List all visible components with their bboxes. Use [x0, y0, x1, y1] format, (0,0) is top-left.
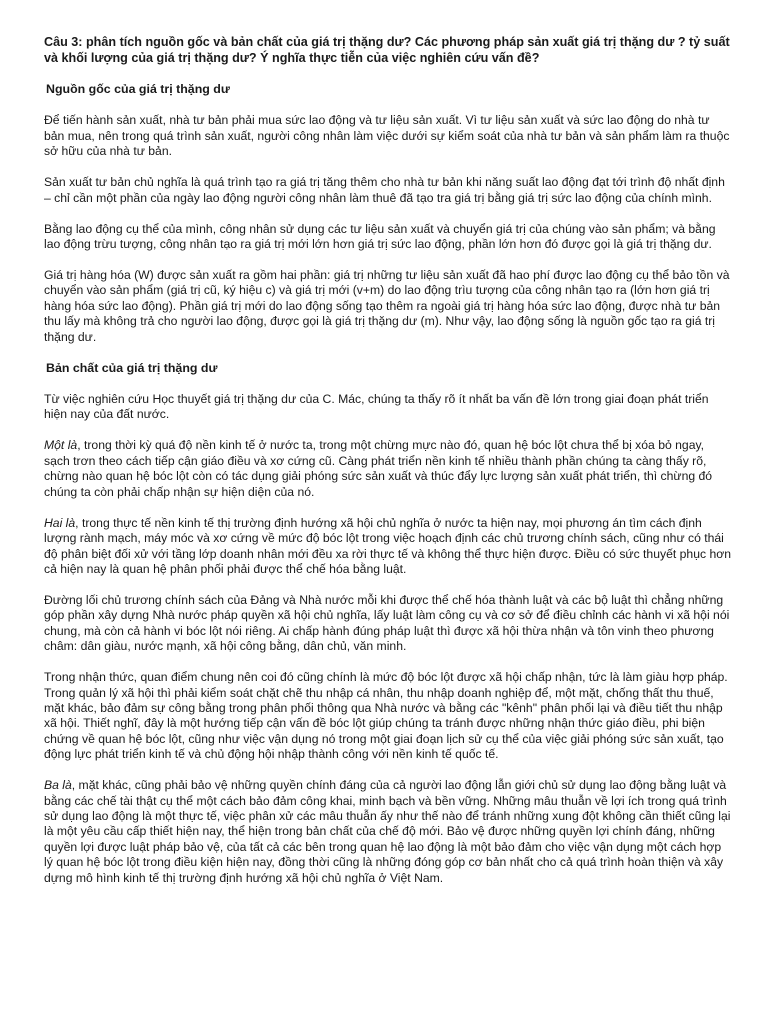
paragraph	[44, 438, 732, 500]
question-title: Câu 3: phân tích nguồn gốc và bản chất của giá trị thặng dư? Các phương pháp sản xuất giá trị thặng dư ? tỷ suất và khối lượng của giá trị thặng dư? Ý nghĩa thực tiễn của việc nghiên cứu vấn đề?	[44, 35, 730, 65]
paragraph: Để tiến hành sản xuất, nhà tư bản phải mua sức lao động và tư liệu sản xuất. Vì tư liệu sản xuất và sức lao động do nhà tư bản mua, nên trong quá trình sản xuất, người công nhân làm việc dưới sự kiểm soát của nhà tư bản và sản phẩm làm ra thuộc sở hữu của nhà tư bản.	[44, 113, 730, 159]
paragraph: Trong nhận thức, quan điểm chung nên coi đó cũng chính là mức độ bóc lột được xã hội chấp nhận, tức là làm giàu hợp pháp. Trong quản lý xã hội thì phải kiểm soát chặt chẽ thu nhập cá nhân, thu nhập doanh nghiệp để, một mặt, chống thất thu thuế, mặt khác, bảo đảm sự công bằng trong phân phối thông qua Nhà nước và bằng các "kênh" phân phối lại và điều tiết thu nhập xã hội. Thiết nghĩ, đây là một hướng tiếp cận vấn đề bóc lột giúp chúng ta tránh được những nhận thức giáo điều, phi biện chứng về quan hệ bóc lột, cũng như việc vận dụng nó trong một giai đoạn lịch sử cụ thể của việc giải phóng sức sản xuất, tạo động lực phát triển kinh tế và chủ động hội nhập thành công với nền kinh tế quốc tế.	[44, 670, 728, 762]
paragraph: Giá trị hàng hóa (W) được sản xuất ra gồm hai phần: giá trị những tư liệu sản xuất đã hao phí được lao động cụ thể bảo tồn và chuyển vào sản phẩm (giá trị cũ, ký hiệu c) và giá trị mới (v+m) do lao động trìu tượng của công nhân tạo ra (lớn hơn giá trị hàng hóa sức lao động). Phần giá trị mới do lao động sống tạo thêm ra ngoài giá trị hàng hóa sức lao động, được nhà tư bản thu lấy mà không trả cho người lao động, được gọi là giá trị thặng dư (m). Như vậy, lao động sống là nguồn gốc tạo ra giá trị thặng dư.	[44, 268, 730, 344]
paragraph-lead: Một là	[44, 438, 78, 453]
paragraph: Từ việc nghiên cứu Học thuyết giá trị thặng dư của C. Mác, chúng ta thấy rõ ít nhất ba vấn đề lớn trong giai đoạn phát triển hiện nay của đất nước.	[44, 392, 709, 422]
paragraph-body: , trong thời kỳ quá độ nền kinh tế ở nước ta, trong một chừng mực nào đó, quan hệ bóc lột chưa thể bị xóa bỏ ngay, sạch trơn theo cách tiếp cận giáo điều và xơ cứng cũ. Càng phát triển nền kinh tế nhiều thành phần chúng ta càng thấy rõ, chừng nào quan hệ bóc lột còn có tác dụng giải phóng sức sản xuất và thúc đẩy lực lượng sản xuất phát triển, thì chừng đó chúng ta còn phải chấp nhận sự hiện diện của nó.	[44, 438, 713, 499]
paragraph: Sản xuất tư bản chủ nghĩa là quá trình tạo ra giá trị tăng thêm cho nhà tư bản khi năng suất lao động đạt tới trình độ nhất định – chỉ cần một phần của ngày lao động người công nhân làm thuê đã tạo tra giá trị bằng giá trị sức lao động của chính mình.	[44, 175, 725, 205]
paragraph: Bằng lao động cụ thể của mình, công nhân sử dụng các tư liệu sản xuất và chuyển giá trị của chúng vào sản phẩm; và bằng lao động trừu tượng, công nhân tạo ra giá trị mới lớn hơn giá trị sức lao động, phần lớn hơn đó được gọi là giá trị thặng dư.	[44, 221, 716, 252]
paragraph-lead: Ba là	[44, 778, 72, 793]
paragraph	[44, 778, 732, 886]
section-heading-nature: Bản chất của giá trị thặng dư	[46, 360, 218, 375]
paragraph-body: , trong thực tế nền kinh tế thị trường định hướng xã hội chủ nghĩa ở nước ta hiện nay, mọi phương án tìm cách định lượng rành mạch, máy móc và xơ cứng về mức độ bóc lột trong việc hoạch định các chủ trương chính sách, cũng như có thái độ phân biệt đối xử với tầng lớp doanh nhân mới đều xa rời thực tế và không thể thực hiện được. Điều có sức thuyết phục hơn cả hiện nay là quan hệ phân phối phải được thể chế hóa bằng luật.	[44, 515, 731, 576]
paragraph-body: , mặt khác, cũng phải bảo vệ những quyền chính đáng của cả người lao động lẫn giới chủ sử dụng lao động bằng luật và bằng các chế tài thật cụ thể một cách bảo đảm công khai, minh bạch và bền vững. Những mâu thuẫn về lợi ích trong quá trình sử dụng lao động là một thực tế, việc phân xử các mâu thuẫn ấy như thế nào để tránh những xung đột không cần thiết cũng lại là một yêu cầu cấp thiết hiện nay, thể hiện trong bản chất của chế độ mới. Bảo vệ được những quyền lợi chính đáng, những quyền lợi được luật pháp bảo vệ, của tất cả các bên trong quan hệ lao động là một bảo đảm cho việc vận dụng một cách hợp lý quan hệ bóc lột trong điều kiện hiện nay, đồng thời cũng là những đóng góp cơ bản nhất cho cả quá trình hoàn thiện và xây dựng mô hình kinh tế thị trường định hướng xã hội chủ nghĩa ở Việt Nam.	[44, 778, 731, 885]
paragraph-lead: Hai là	[44, 515, 76, 530]
document-page	[44, 34, 732, 902]
paragraph	[44, 516, 732, 578]
section-heading-origin: Nguồn gốc của giá trị thặng dư	[46, 82, 230, 96]
paragraph: Đường lối chủ trương chính sách của Đảng và Nhà nước mỗi khi được thể chế hóa thành luật và các bộ luật thì chẳng những góp phần xây dựng Nhà nước pháp quyền xã hội chủ nghĩa, lấy luật làm công cụ và cơ sở để điều chỉnh các hành vi xã hội nói chung, mà còn cả hành vi bóc lột nói riêng. Ai chấp hành đúng pháp luật thì được xã hội thừa nhận và tôn vinh theo phương châm: dân giàu, nước mạnh, xã hội công bằng, dân chủ, văn minh.	[44, 592, 730, 654]
